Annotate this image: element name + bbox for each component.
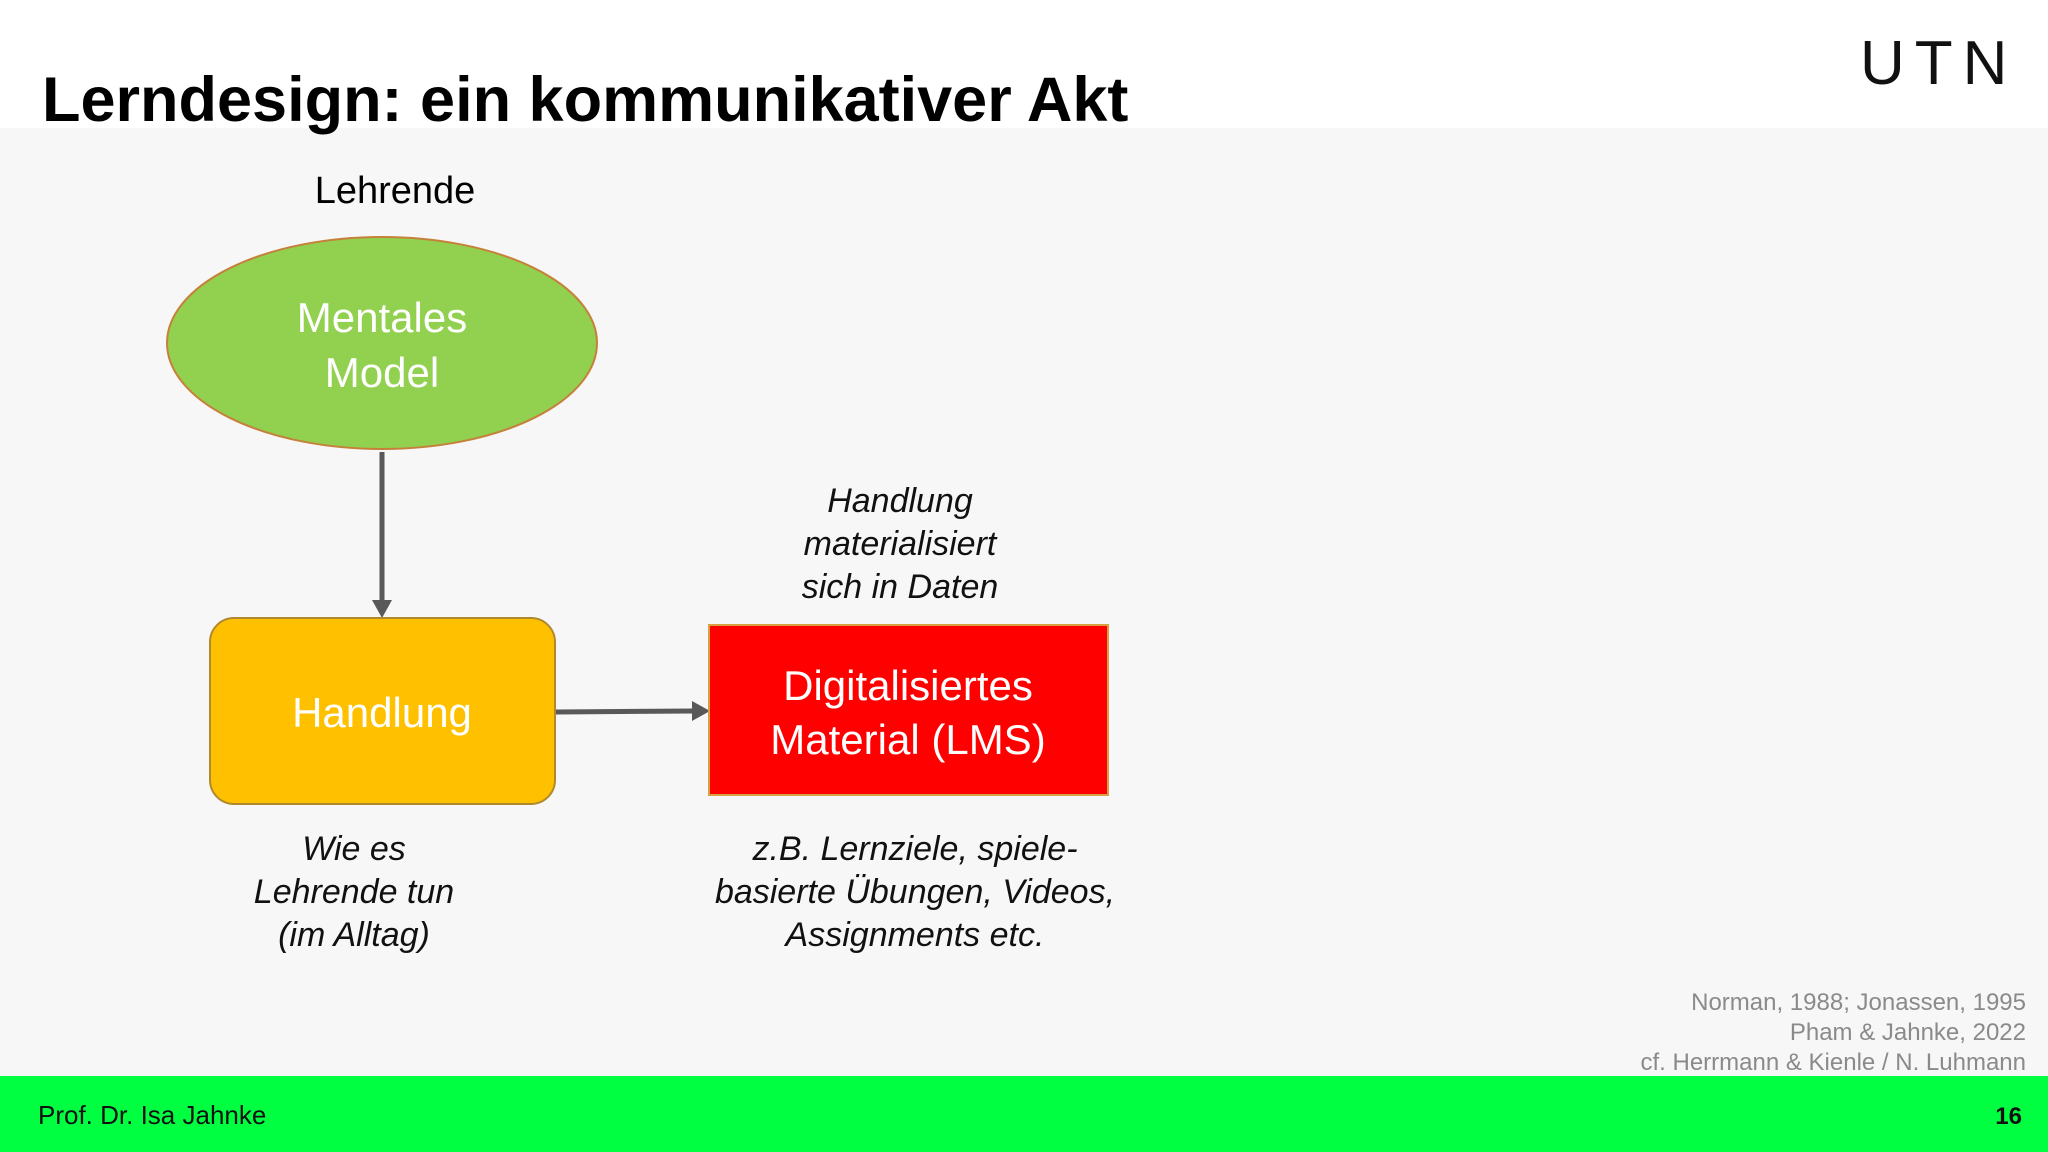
node-mental-model (167, 237, 597, 449)
node-action (210, 618, 555, 804)
note-line: materialisiert (803, 525, 997, 563)
footer-bar (0, 1076, 2048, 1152)
note-line: (im Alltag) (278, 916, 430, 954)
mental-model-ellipse (167, 237, 597, 449)
footer-author: Prof. Dr. Isa Jahnke (38, 1100, 267, 1130)
note-line: Wie es (302, 830, 406, 868)
slide-title: Lerndesign: ein kommunikativer Akt (42, 65, 1129, 135)
note-line: Assignments etc. (785, 916, 1045, 954)
reference-line: Pham & Jahnke, 2022 (1789, 1019, 2026, 1046)
material-label-line-1: Digitalisiertes (783, 662, 1033, 709)
note-line: Lehrende tun (253, 873, 455, 911)
arrow-model-to-action (372, 452, 392, 618)
reference-line: Norman, 1988; Jonassen, 1995 (1691, 989, 2026, 1016)
utn-logo: UTN (1860, 29, 2018, 98)
node-digital-material (709, 625, 1108, 795)
arrow-action-to-material (556, 701, 710, 721)
page-number: 16 (1995, 1103, 2022, 1130)
reference-line: cf. Herrmann & Kienle / N. Luhmann (1640, 1049, 2026, 1076)
note-line: Handlung (827, 482, 973, 520)
mental-model-label-line-1: Mentales (296, 294, 468, 341)
note-material-examples (680, 828, 1150, 957)
note-action (200, 828, 508, 957)
actor-label: Lehrende (314, 170, 476, 212)
material-label-line-2: Material (LMS) (770, 716, 1046, 763)
mental-model-label-line-2: Model (324, 349, 440, 396)
note-line: sich in Daten (801, 568, 999, 606)
material-box (709, 625, 1108, 795)
note-line: z.B. Lernziele, spiele- (752, 830, 1078, 868)
note-line: basierte Übungen, Videos, (714, 873, 1116, 911)
note-data-materialization (740, 480, 1060, 609)
action-label: Handlung (292, 689, 472, 736)
references (1640, 988, 2026, 1078)
